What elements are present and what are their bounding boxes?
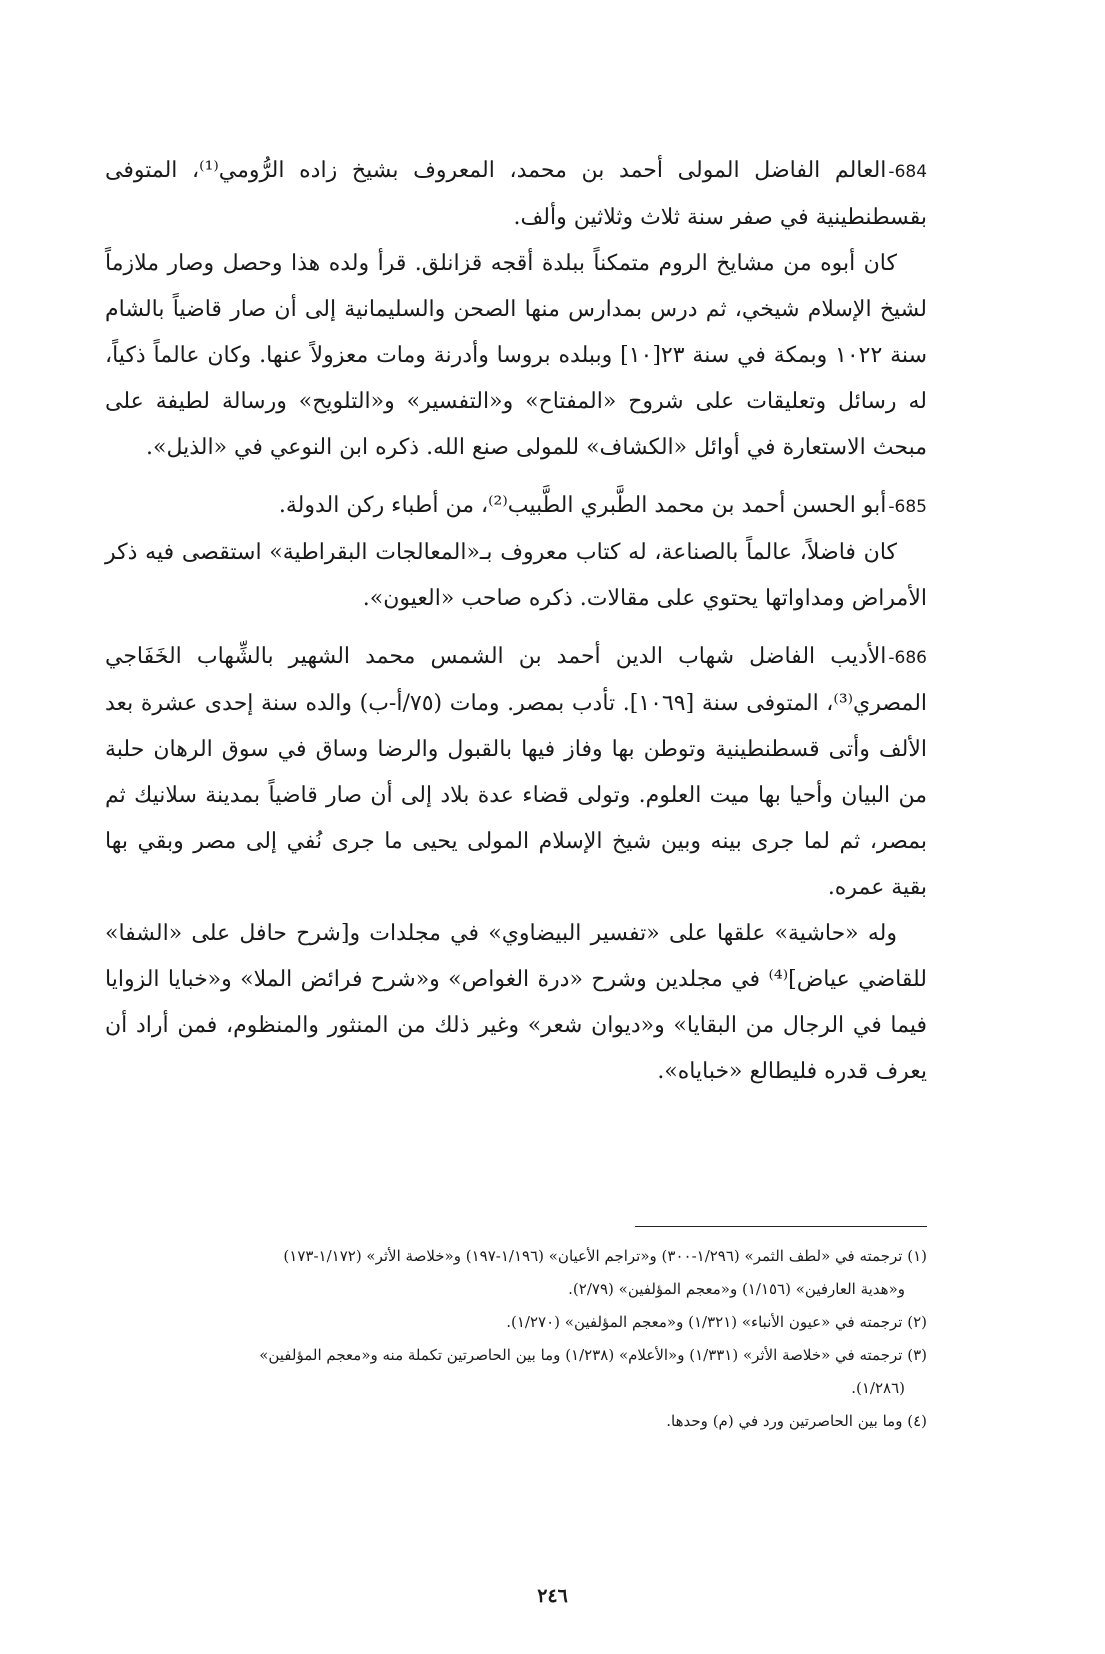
entry-number: 686-	[888, 648, 927, 668]
main-text	[105, 148, 927, 1107]
biography-entry-686	[105, 634, 927, 1095]
entry-heading-text: الأديب الفاضل شهاب الدين أحمد بن الشمس محمد الشهير بالشِّهاب الخَفَاجي المصري⁽³⁾، المتوفى سنة [١٠٦٩]. تأدب بمصر. ومات (٧٥/أ-ب) والده سنة إحدى عشرة بعد الألف وأتى قسطنطينية وتوطن بها وفاز فيها بالقبول والرضا وساق في سوق الرهان حلبة من البيان وأحيا بها ميت العلوم. وتولى قضاء عدة بلاد إلى أن صار قاضياً بمدينة سلانيك ثم بمصر، ثم لما جرى بينه وبين شيخ الإسلام المولى يحيى ما جرى نُفي إلى مصر وبقي بها بقية عمره.	[105, 644, 928, 900]
footnote-1-continuation: و«هدية العارفين» (١/١٥٦) و«معجم المؤلفين» (٢/٧٩).	[568, 1280, 905, 1298]
footnote-4: (٤) وما بين الحاصرتين ورد في (م) وحدها.	[666, 1412, 927, 1430]
page-number: ٢٤٦	[537, 1585, 568, 1607]
footnotes	[105, 1240, 927, 1438]
entry-number: 684-	[888, 162, 928, 182]
entry-paragraph: كان فاضلاً، عالماً بالصناعة، له كتاب معروف بـ«المعالجات البقراطية» استقصى فيه ذكر الأمراض ومداواتها يحتوي على مقالات. ذكره صاحب «العيون».	[105, 540, 927, 611]
biography-entry-685	[105, 483, 927, 622]
entry-number: 685-	[888, 497, 927, 517]
footnote-separator	[635, 1226, 927, 1227]
entry-paragraph: كان أبوه من مشايخ الروم متمكناً ببلدة أقجه قزانلق. قرأ ولده هذا وحصل وصار ملازماً لشيخ الإسلام شيخي، ثم درس بمدارس منها الصحن والسليمانية إلى أن صار قاضياً بالشام سنة ١٠٢٢ وبمكة في سنة ٢٣[١٠] وببلده بروسا وأدرنة ومات معزولاً عنها. وكان عالماً ذكياً، له رسائل وتعليقات على شروح «المفتاح» و«التفسير» و«التلويح» ورسالة لطيفة على مبحث الاستعارة في أوائل «الكشاف» للمولى صنع الله. ذكره ابن النوعي في «الذيل».	[105, 251, 927, 460]
entry-paragraph: وله «حاشية» علقها على «تفسير البيضاوي» في مجلدات و[شرح حافل على «الشفا» للقاضي عياض]⁽⁴⁾ في مجلدين وشرح «درة الغواص» و«شرح فرائض الملا» و«خبايا الزوايا فيما في الرجال من البقايا» و«ديوان شعر» وغير ذلك من المنثور والمنظوم، فمن أراد أن يعرف قدره فليطالع «خباياه».	[105, 921, 927, 1084]
entry-heading-text: العالم الفاضل المولى أحمد بن محمد، المعروف بشيخ زاده الرُّومي⁽¹⁾، المتوفى بقسطنطينية في صفر سنة ثلاث وثلاثين وألف.	[105, 158, 927, 230]
footnote-1: (١) ترجمته في «لطف الثمر» (١/٢٩٦-٣٠٠) و«تراجم الأعيان» (١/١٩٦-١٩٧) و«خلاصة الأثر» (١/١٧٢-١٧٣)	[283, 1247, 927, 1265]
footnote-3-continuation: (١/٢٨٦).	[851, 1379, 905, 1397]
entry-heading	[105, 634, 927, 911]
biography-entry-684	[105, 148, 927, 471]
entry-heading-text: أبو الحسن أحمد بن محمد الطَّبري الطَّبيب⁽²⁾، من أطباء ركن الدولة.	[278, 493, 887, 518]
footnote-3: (٣) ترجمته في «خلاصة الأثر» (١/٣٣١) و«الأعلام» (١/٢٣٨) وما بين الحاصرتين تكملة منه و«معجم المؤلفين»	[259, 1346, 927, 1364]
entry-heading	[105, 483, 927, 530]
entry-heading	[105, 148, 927, 241]
footnote-2: (٢) ترجمته في «عيون الأنباء» (١/٣٢١) و«معجم المؤلفين» (١/٢٧٠).	[506, 1313, 927, 1331]
